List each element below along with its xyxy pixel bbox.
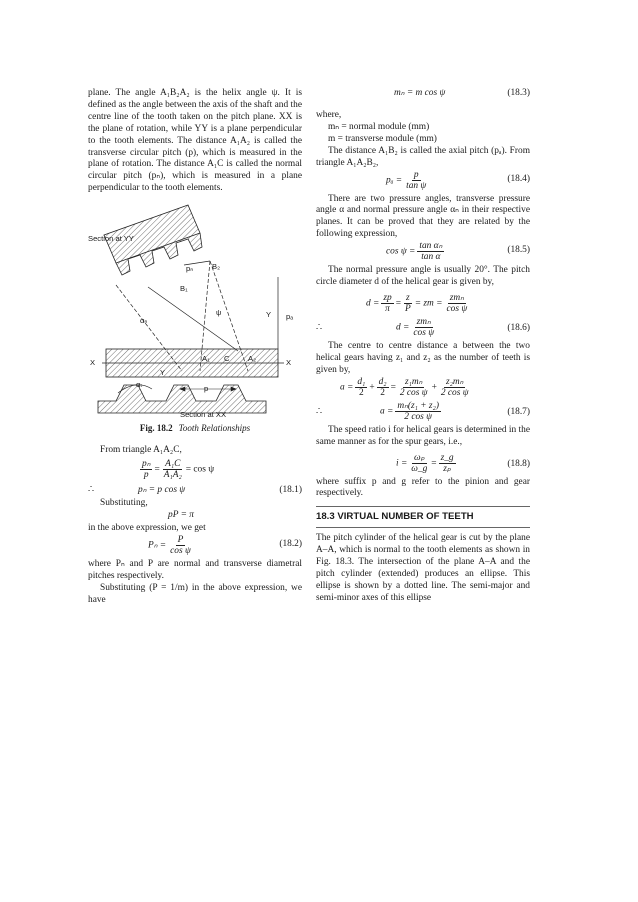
figure-tooth-relationships xyxy=(88,203,302,419)
label-section-yy: Section at YY xyxy=(88,234,134,244)
eq-pp: pP = π xyxy=(168,509,194,520)
virtual-teeth-text: The pitch cylinder of the helical gear is cut by the plane A–A, which is normal to the tooth elements as shown in Fig. 18.3. The intersection of the plane A–A and the pitch cylinder (extended) produces an ellipse. This ellipse is shown by a dotted line. The semi-major and semi-minor axes of this ellipse xyxy=(316,533,530,603)
eq-18-4-number: (18.4) xyxy=(507,173,530,184)
where-p-text: where Pₙ and P are normal and transverse diametral pitches respectively. xyxy=(88,558,302,581)
centre-distance-text: The centre to centre distance a between the two helical gears having z₁ and z₂ as the number of teeth is given by, xyxy=(316,340,530,375)
substituting-text: Substituting, xyxy=(100,497,148,508)
eq-d: d = $\frac{zp}{\pi}$ = $\frac{z}{P}$ = zm = $\frac{\text{zmₙ}}{\text{cos ψ}}$ xyxy=(366,292,468,314)
eq-18-1: ∴ pₙ = p cos ψ (18.1) xyxy=(88,484,302,495)
label-alpha-n: αₙ xyxy=(140,316,148,326)
eq-18-8-number: (18.8) xyxy=(507,458,530,469)
eq-18-8: i = $\frac{\text{ωₚ}}{\omega\_g}$ = $\frac{z\_g}{\text{zₚ}}$ (18.8) xyxy=(396,452,530,474)
where-m: m = transverse module (mm) xyxy=(328,133,437,144)
label-pn: pₙ xyxy=(186,264,194,274)
normal-pressure-text: The normal pressure angle is usually 20°. The pitch circle diameter d of the helical gear is given by, xyxy=(316,265,530,288)
in-expression-text: in the above expression, we get xyxy=(88,522,206,533)
suffix-text: where suffix p and g refer to the pinion and gear respectively. xyxy=(316,476,530,499)
where-label: where, xyxy=(316,110,342,120)
from-triangle-text: From triangle A₁A₂C, xyxy=(100,445,182,456)
label-a2: A₂ xyxy=(248,354,257,364)
eq-18-5-number: (18.5) xyxy=(507,245,530,256)
intro-paragraph: plane. The angle A₁B₂A₂ is the helix angle ψ. It is defined as the angle between the axis of the shaft and the centre line of the tooth taken on the pitch plane. XX is the plane of rotation, while YY is a plane perpendicular to the tooth elements. The distance A₁A₂ is called the transverse circular pitch (p), which is measured in the plane of rotation. The distance A₁C is called the normal circular pitch (pₙ), which is measured in a plane perpendicular to the tooth elements. xyxy=(88,88,302,194)
caption-text: Tooth Relationships xyxy=(178,423,251,434)
eq-18-4: pₐ = $\frac{p}{\text{tan ψ}}$ (18.4) xyxy=(386,169,530,191)
eq-18-6-number: (18.6) xyxy=(507,322,530,333)
eq-18-3: mₙ = m cos ψ (18.3) xyxy=(394,88,530,98)
label-psi: ψ xyxy=(216,308,222,318)
figure-caption xyxy=(88,423,302,435)
caption-number: Fig. 18.2 xyxy=(139,423,173,434)
label-a1: A₁ xyxy=(202,354,210,364)
label-x-right: X xyxy=(286,358,292,368)
right-column xyxy=(316,88,530,605)
eq-ratio: $\frac{\text{pₙ}}{p}$ = $\frac{\text{A₁C}}{\text{A₁A₂}}$ = cos ψ xyxy=(142,458,215,480)
speed-ratio-text: The speed ratio i for helical gears is determined in the same manner as for the spur gears, i.e., xyxy=(316,424,531,447)
label-b2: B₂ xyxy=(212,262,221,272)
eq-18-5: cos ψ = $\frac{\text{tan αₙ}}{\text{tan α}}$ (18.5) xyxy=(386,241,530,263)
axial-pitch-text: The distance A₁B₂ is called the axial pitch (pₐ). From triangle A₁A₂B₂, xyxy=(316,145,530,168)
subst-p-text: Substituting (P = 1/m) in the above expression, we have xyxy=(88,582,302,605)
label-y-left: Y xyxy=(160,368,166,378)
eq-18-6: ∴ d = $\frac{\text{zmₙ}}{\text{cos ψ}}$ (18.6) xyxy=(316,316,530,338)
eq-ratio-mid: $\frac{\text{A₁C}}{\text{A₁A₂}}$ xyxy=(163,458,182,480)
left-column xyxy=(88,88,302,606)
eq-18-3-number: (18.3) xyxy=(507,88,530,98)
label-section-xx: Section at XX xyxy=(180,410,227,420)
eq-18-2-number: (18.2) xyxy=(279,538,302,549)
label-x-left: X xyxy=(90,358,96,368)
eq-18-7: ∴ a = $\frac{\text{mₙ(z₁ + z₂)}}{\text{2 cos ψ}}$ (18.7) xyxy=(316,400,530,422)
eq-18-7-number: (18.7) xyxy=(507,406,530,417)
pressure-angle-text: There are two pressure angles, transverse pressure angle α and normal pressure angle αₙ in their respective planes. It can be proved that they are related by the following expression, xyxy=(316,193,530,240)
label-p: p xyxy=(204,384,209,394)
section-heading: 18.3 VIRTUAL NUMBER OF TEETH xyxy=(316,506,530,528)
eq-18-1-number: (18.1) xyxy=(279,484,302,495)
rack-band xyxy=(102,349,284,377)
eq-ratio-lhs: $\frac{\text{pₙ}}{p}$ xyxy=(142,458,151,480)
label-y-right: Y xyxy=(266,310,272,320)
label-alpha-t: αₜ xyxy=(136,380,143,390)
eq-18-2: Pₙ = $\frac{P}{\text{cos ψ}}$ (18.2) xyxy=(148,534,302,556)
where-mn: mₙ = normal module (mm) xyxy=(328,121,430,132)
label-c: C xyxy=(224,354,230,364)
label-b1: B₁ xyxy=(180,284,188,294)
eq-a: a = $\frac{\text{d₁}}{2}$ + $\frac{\text{d₂}}{2}$ = $\frac{\text{z₁mₙ}}{\text{2 cos ψ}}$ + $\frac{\text{z₂mₙ}}{\text{2 cos ψ}}$ xyxy=(340,376,469,398)
label-pa: pₐ xyxy=(286,312,294,322)
